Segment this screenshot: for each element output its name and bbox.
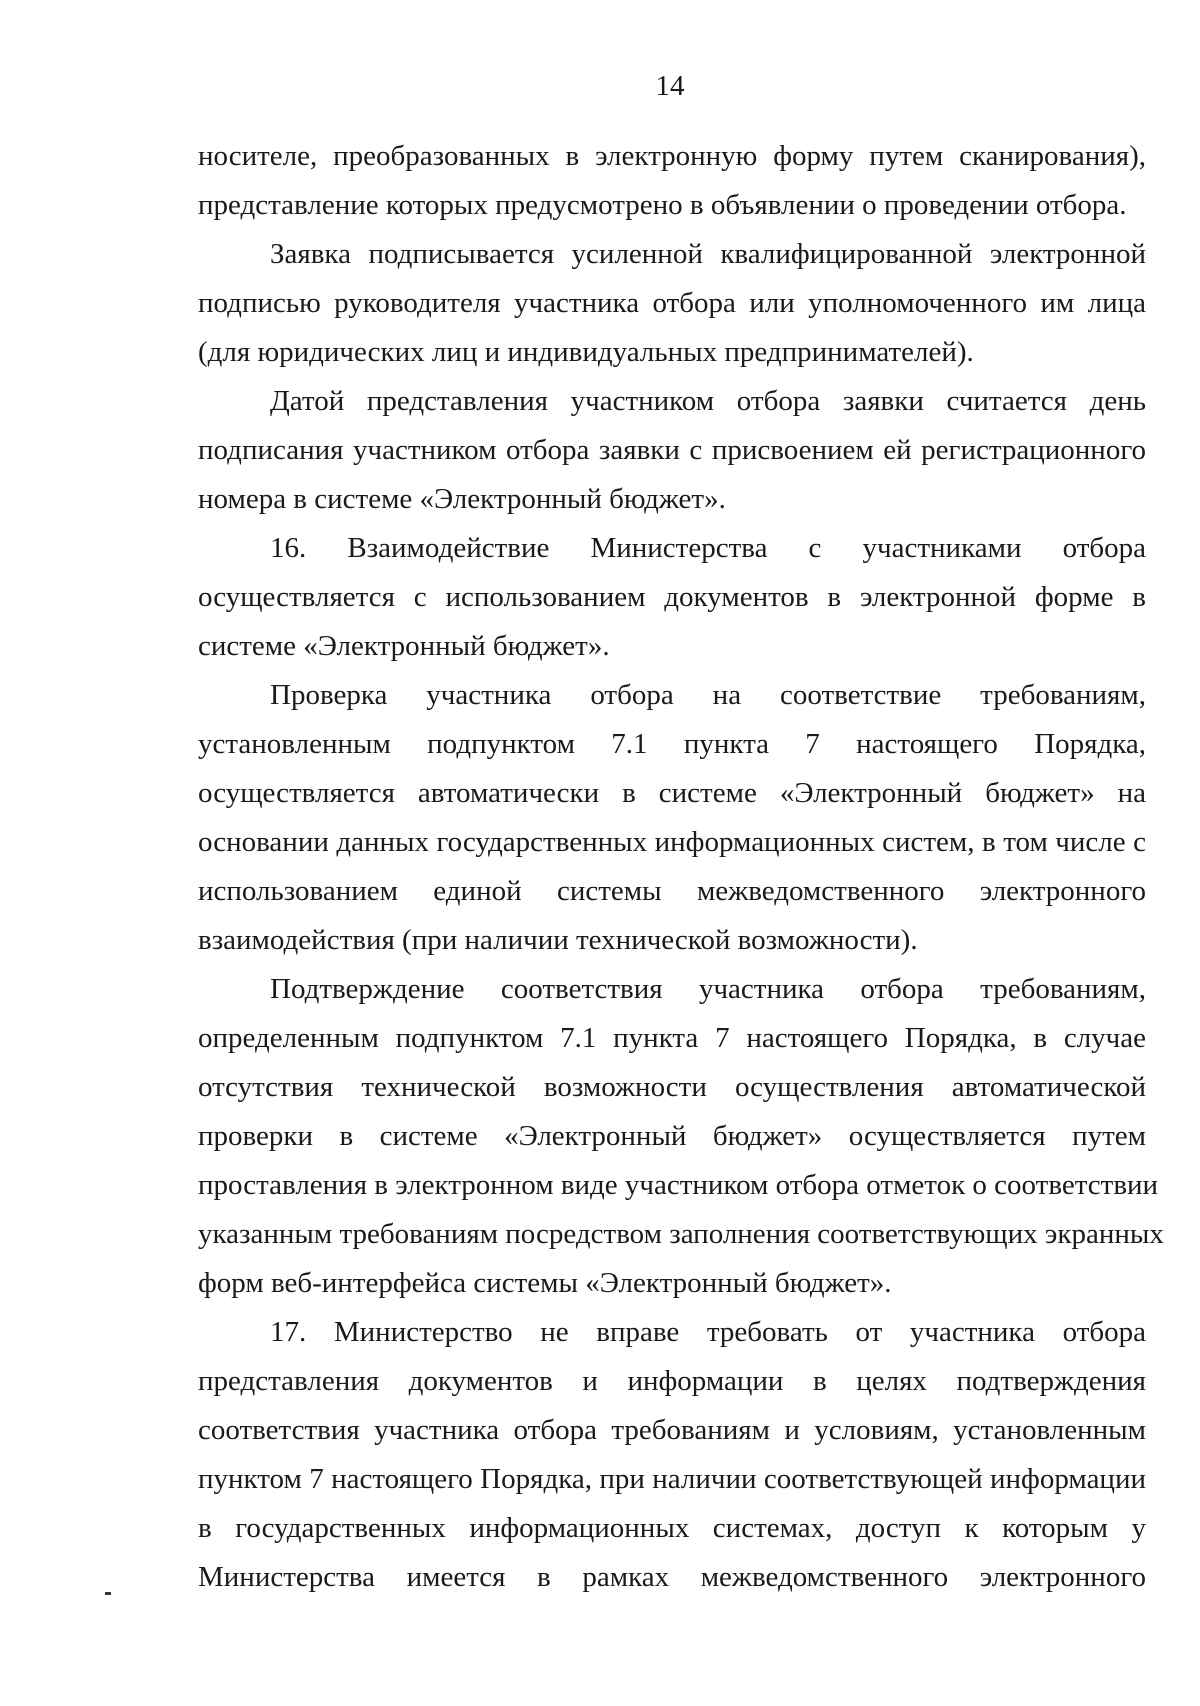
text-line: в государственных информационных системах, доступ к которым у [198,1512,1146,1544]
text-line: осуществляется автоматически в системе «Электронный бюджет» на [198,777,1146,809]
text-line: Заявка подписывается усиленной квалифицированной электронной [270,238,1146,270]
margin-mark [105,1592,111,1595]
text-line: представления документов и информации в целях подтверждения [198,1365,1146,1397]
text-line: форм веб-интерфейса системы «Электронный бюджет». [198,1267,892,1299]
text-line: указанным требованиям посредством заполнения соответствующих экранных [198,1218,1164,1250]
text-line: (для юридических лиц и индивидуальных предпринимателей). [198,336,974,368]
text-line: номера в системе «Электронный бюджет». [198,483,726,515]
text-line: отсутствия технической возможности осуществления автоматической [198,1071,1146,1103]
text-line: определенным подпунктом 7.1 пункта 7 настоящего Порядка, в случае [198,1022,1146,1054]
text-line: системе «Электронный бюджет». [198,630,610,662]
text-line: проверки в системе «Электронный бюджет» осуществляется путем [198,1120,1146,1152]
text-line: осуществляется с использованием документов в электронной форме в [198,581,1146,613]
text-line: Министерства имеется в рамках межведомственного электронного [198,1561,1146,1593]
text-line: соответствия участника отбора требованиям и условиям, установленным [198,1414,1146,1446]
text-line: пунктом 7 настоящего Порядка, при наличии соответствующей информации [198,1463,1146,1495]
text-line: представление которых предусмотрено в объявлении о проведении отбора. [198,189,1127,221]
text-line: Подтверждение соответствия участника отбора требованиям, [270,973,1146,1005]
page-number: 14 [655,70,685,102]
text-line: 17. Министерство не вправе требовать от участника отбора [270,1316,1146,1348]
text-line: основании данных государственных информационных систем, в том числе с [198,826,1146,858]
document-body [198,132,1164,1602]
text-line: 16. Взаимодействие Министерства с участниками отбора [270,532,1146,564]
text-line: носителе, преобразованных в электронную форму путем сканирования), [198,140,1146,172]
text-line: Датой представления участником отбора заявки считается день [270,385,1146,417]
text-line: использованием единой системы межведомственного электронного [198,875,1146,907]
text-line: Проверка участника отбора на соответствие требованиям, [270,679,1146,711]
text-line: подписания участником отбора заявки с присвоением ей регистрационного [198,434,1146,466]
text-line: проставления в электронном виде участником отбора отметок о соответствии [198,1169,1159,1201]
text-line: установленным подпунктом 7.1 пункта 7 настоящего Порядка, [198,728,1146,760]
text-line: подписью руководителя участника отбора или уполномоченного им лица [198,287,1146,319]
text-line: взаимодействия (при наличии технической возможности). [198,924,918,956]
